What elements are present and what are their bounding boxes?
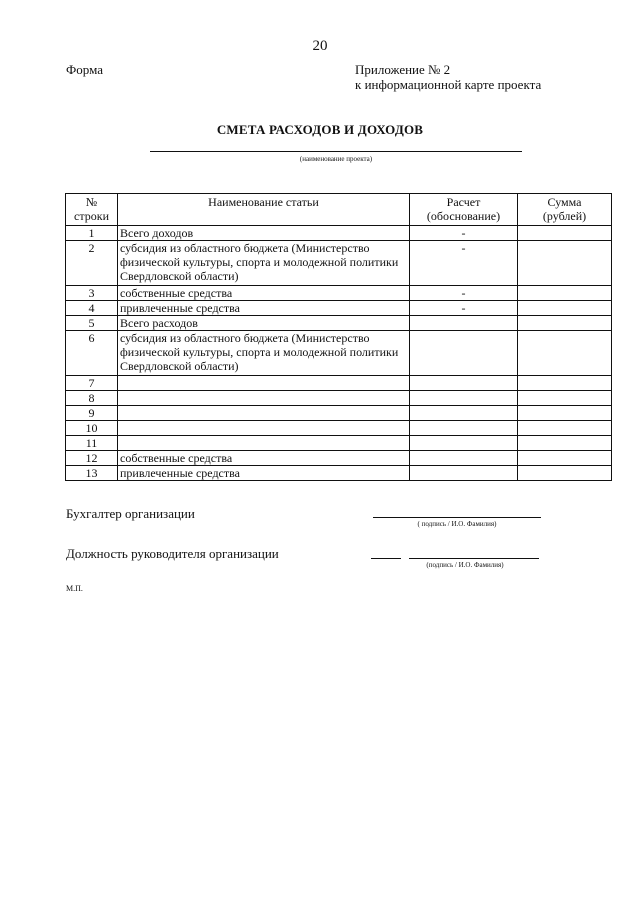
row-number-cell: 8	[66, 391, 118, 406]
row-sum-cell	[518, 406, 612, 421]
table-row	[66, 331, 612, 376]
table-row	[66, 466, 612, 481]
header-sum-line-2: (рублей)	[542, 209, 587, 223]
row-sum-cell	[518, 226, 612, 241]
row-sum-cell	[518, 376, 612, 391]
header-sum	[518, 194, 612, 226]
row-calculation-cell	[410, 376, 518, 391]
row-sum-cell	[518, 466, 612, 481]
stamp-place: М.П.	[66, 584, 83, 593]
row-number-cell: 4	[66, 301, 118, 316]
row-sum-cell	[518, 421, 612, 436]
table-row	[66, 451, 612, 466]
row-calculation-cell	[410, 466, 518, 481]
document-title: СМЕТА РАСХОДОВ И ДОХОДОВ	[216, 122, 424, 137]
row-number-cell: 7	[66, 376, 118, 391]
row-calculation-cell: -	[410, 226, 518, 241]
row-name-cell	[118, 376, 410, 391]
row-calculation-cell	[410, 391, 518, 406]
appendix-line-2: к информационной карте проекта	[355, 77, 542, 92]
director-signature-caption: (подпись / И.О. Фамилия)	[426, 561, 504, 569]
row-sum-cell	[518, 241, 612, 286]
header-row-label: строки	[74, 209, 109, 223]
row-number-cell: 13	[66, 466, 118, 481]
row-calculation-cell: -	[410, 301, 518, 316]
row-sum-cell	[518, 316, 612, 331]
header-row-number	[66, 194, 118, 226]
table-row	[66, 241, 612, 286]
row-sum-cell	[518, 436, 612, 451]
page-number: 20	[312, 38, 328, 54]
header-calculation	[410, 194, 518, 226]
row-name-cell: привлеченные средства	[118, 301, 410, 316]
accountant-signature-line	[373, 517, 541, 518]
table-row	[66, 286, 612, 301]
header-sum-line-1: Сумма	[547, 195, 582, 209]
row-number-cell: 12	[66, 451, 118, 466]
row-sum-cell	[518, 451, 612, 466]
row-calculation-cell: -	[410, 286, 518, 301]
row-sum-cell	[518, 331, 612, 376]
director-position-line	[371, 558, 401, 559]
header-calculation-line-2: (обоснование)	[426, 209, 501, 223]
estimate-table	[65, 193, 612, 481]
header-item-name: Наименование статьи	[118, 194, 410, 226]
table-row	[66, 376, 612, 391]
table-row	[66, 436, 612, 451]
table-row	[66, 391, 612, 406]
row-number-cell: 3	[66, 286, 118, 301]
row-calculation-cell	[410, 451, 518, 466]
row-number-cell: 6	[66, 331, 118, 376]
accountant-signature-caption: ( подпись / И.О. Фамилия)	[417, 520, 497, 528]
row-name-cell: собственные средства	[118, 286, 410, 301]
row-name-cell	[118, 421, 410, 436]
row-name-cell: собственные средства	[118, 451, 410, 466]
header-number-sign: №	[85, 195, 98, 209]
row-name-cell: Всего расходов	[118, 316, 410, 331]
row-name-cell	[118, 391, 410, 406]
table-row	[66, 421, 612, 436]
row-number-cell: 5	[66, 316, 118, 331]
appendix-line-1: Приложение № 2	[355, 62, 451, 77]
row-name-cell: привлеченные средства	[118, 466, 410, 481]
row-number-cell: 11	[66, 436, 118, 451]
form-label: Форма	[66, 62, 103, 77]
director-signature-line	[409, 558, 539, 559]
project-name-line	[150, 151, 522, 152]
row-name-cell: субсидия из областного бюджета (Министерство физической культуры, спорта и молодежной политики Свердловской области)	[118, 241, 410, 286]
row-name-cell: Всего доходов	[118, 226, 410, 241]
row-calculation-cell: -	[410, 241, 518, 286]
row-sum-cell	[518, 301, 612, 316]
accountant-label: Бухгалтер организации	[66, 506, 195, 521]
director-label: Должность руководителя организации	[66, 546, 279, 561]
header-calculation-line-1: Расчет	[446, 195, 481, 209]
row-number-cell: 10	[66, 421, 118, 436]
appendix-note	[355, 62, 541, 92]
project-name-caption: (наименование проекта)	[299, 155, 373, 163]
row-calculation-cell	[410, 436, 518, 451]
row-sum-cell	[518, 391, 612, 406]
row-calculation-cell	[410, 316, 518, 331]
row-number-cell: 2	[66, 241, 118, 286]
row-number-cell: 9	[66, 406, 118, 421]
row-name-cell: субсидия из областного бюджета (Министерство физической культуры, спорта и молодежной политики Свердловской области)	[118, 331, 410, 376]
table-row	[66, 316, 612, 331]
row-calculation-cell	[410, 406, 518, 421]
row-name-cell	[118, 406, 410, 421]
row-number-cell: 1	[66, 226, 118, 241]
table-row	[66, 301, 612, 316]
row-sum-cell	[518, 286, 612, 301]
table-row	[66, 406, 612, 421]
table-row	[66, 226, 612, 241]
row-calculation-cell	[410, 421, 518, 436]
row-name-cell	[118, 436, 410, 451]
table-header-row	[66, 194, 612, 226]
row-calculation-cell	[410, 331, 518, 376]
